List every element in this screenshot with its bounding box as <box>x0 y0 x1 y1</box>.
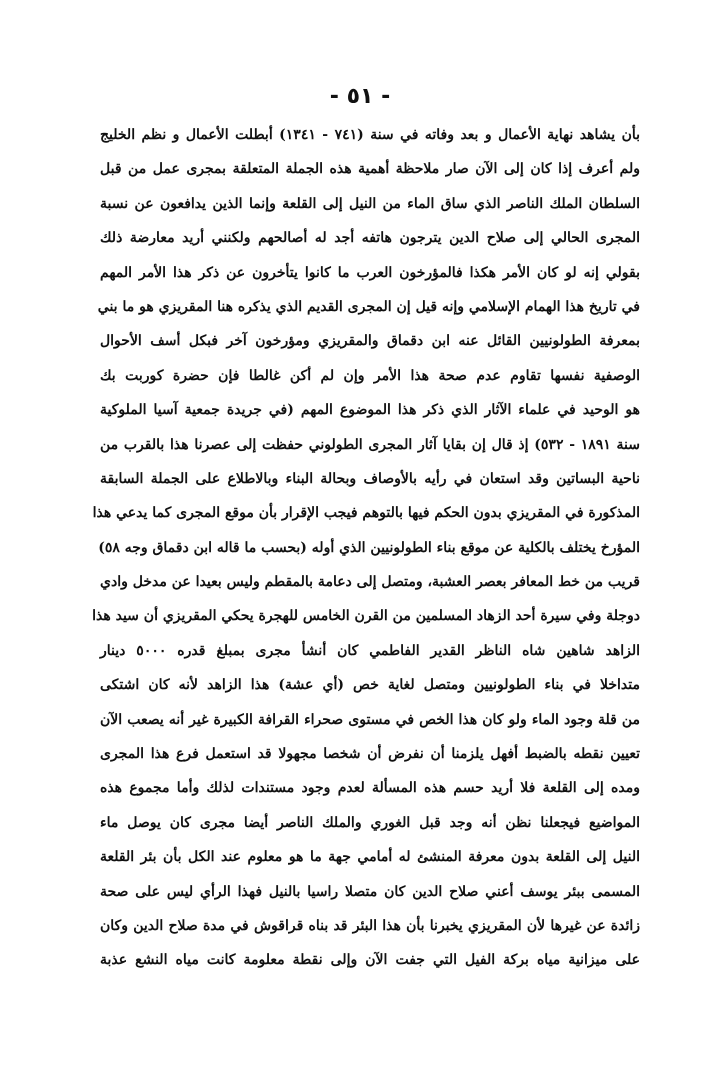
text-line: في تاريخ هذا الهمام الإسلامي وإنه قيل إن المجرى القديم الذي يذكره هنا المقريزي هو ما بني <box>97 298 640 315</box>
text-line: متداخلا في بناء الطولونيين ومتصل لغاية خص (أي عشة) هذا الزاهد لأنه كان اشتكى <box>100 677 640 694</box>
text-line: تعيين نقطه بالضبط أفهل يلزمنا أن نفرض أن شخصا مجهولا قد استعمل فرع هذا المجرى <box>100 746 640 763</box>
text-line: دوجلة وفي سيرة أحد الزهاد المسلمين من القرن الخامس للهجرة يحكي المقريزي أن سيد هذا <box>92 608 640 625</box>
text-line: ناحية البساتين وقد استعان في رأيه بالأوصاف وبحالة البناء وبالاطلاع على الجملة السابقة <box>100 470 640 487</box>
text-line: المواضيع فيجعلنا نظن أنه وجد قبل الغوري والملك الناصر أيضا مجرى كان يوصل ماء <box>100 814 640 831</box>
text-line: ولم أعرف إذا كان إلى الآن صار ملاحظة أهمية هذه الجملة المتعلقة بمجرى عمل من قبل <box>100 161 640 178</box>
text-line: المذكورة في المقريزي بدون الحكم فيها بالتوهم فيجب الإقرار بأن موقع المجرى كما يدعي هذا <box>92 505 640 522</box>
page-body <box>92 118 641 978</box>
text-line: الزاهد شاهين شاه الناظر القدير الفاطمي كان أنشأ مجرى بمبلغ قدره ٥٠٠٠ دينار <box>100 642 640 659</box>
text-line: من قلة وجود الماء ولو كان هذا الخص في مستوى صحراء القرافة الكبيرة غير أنه يصعب الآن <box>100 711 640 728</box>
text-line: بأن يشاهد نهاية الأعمال و بعد وفاته في سنة (٧٤١ - ١٣٤١) أبطلت الأعمال و نظم الخليج <box>100 127 641 143</box>
text-line: بقولي إنه لو كان الأمر هكذا فالمؤرخون العرب ما كانوا يتأخرون عن ذكر هذا الأمر المهم <box>100 264 640 281</box>
text-line: زائدة عن غيرها لأن المقريزي يخبرنا بأن هذا البئر قد بناه قراقوش في مدة صلاح الدين وكان <box>100 917 640 934</box>
text-line: سنة ١٨٩١ - ٥٣٢) إذ قال إن بقايا آثار المجرى الطولوني حفظت إلى عصرنا هذا بالقرب من <box>100 436 640 453</box>
text-line: قريب من خط المعافر بعصر العشبة، ومتصل إلى دعامة بالمقطم وليس بعيدا عن مدخل وادي <box>100 574 640 591</box>
text-line: السلطان الملك الناصر الذي ساق الماء من النيل إلى القلعة وإنما الذين يدافعون عن نسبة <box>100 195 640 212</box>
text-line: على ميزانية مياه بركة الفيل التي جفت الآن وإلى نقطة معلومة كانت مياه النشع عذبة <box>100 952 640 969</box>
text-line: النيل إلى القلعة بدون معرفة المنشئ له أمامي جهة ما هو معلوم عند الكل بأن بئر القلعة <box>100 849 640 866</box>
text-line: المسمى ببئر يوسف أعني صلاح الدين كان متصلا راسيا بالنيل فهذا الرأي ليس على صحة <box>100 883 640 900</box>
text-line: الوصفية نفسها تقاوم عدم صحة هذا الأمر وإن لم أكن غالطا فإن حضرة كوربت بك <box>100 367 640 384</box>
text-line: المؤرخ يختلف بالكلية عن موقع بناء الطولونيين الذي أوله (بحسب ما قاله ابن دقماق وجه ٥٨) <box>98 539 640 556</box>
text-line: المجرى الحالي إلى صلاح الدين يترجون هاتفه أجد له أصالحهم ولكنني أريد معارضة ذلك <box>100 230 640 247</box>
text-line: ومده إلى القلعة فلا أريد حسم هذه المسألة لعدم وجود مستندات لذلك وأما مجموع هذه <box>100 780 640 797</box>
text-line: هو الوحيد في علماء الآثار الذي ذكر هذا الموضوع المهم (في جريدة جمعية آسيا الملوكية <box>100 402 640 419</box>
page-number: - ٥١ - <box>329 84 391 109</box>
text-line: بمعرفة الطولونيين القائل عنه ابن دقماق والمقريزي ومؤرخون آخر فبكل أسف الأحوال <box>100 333 640 350</box>
